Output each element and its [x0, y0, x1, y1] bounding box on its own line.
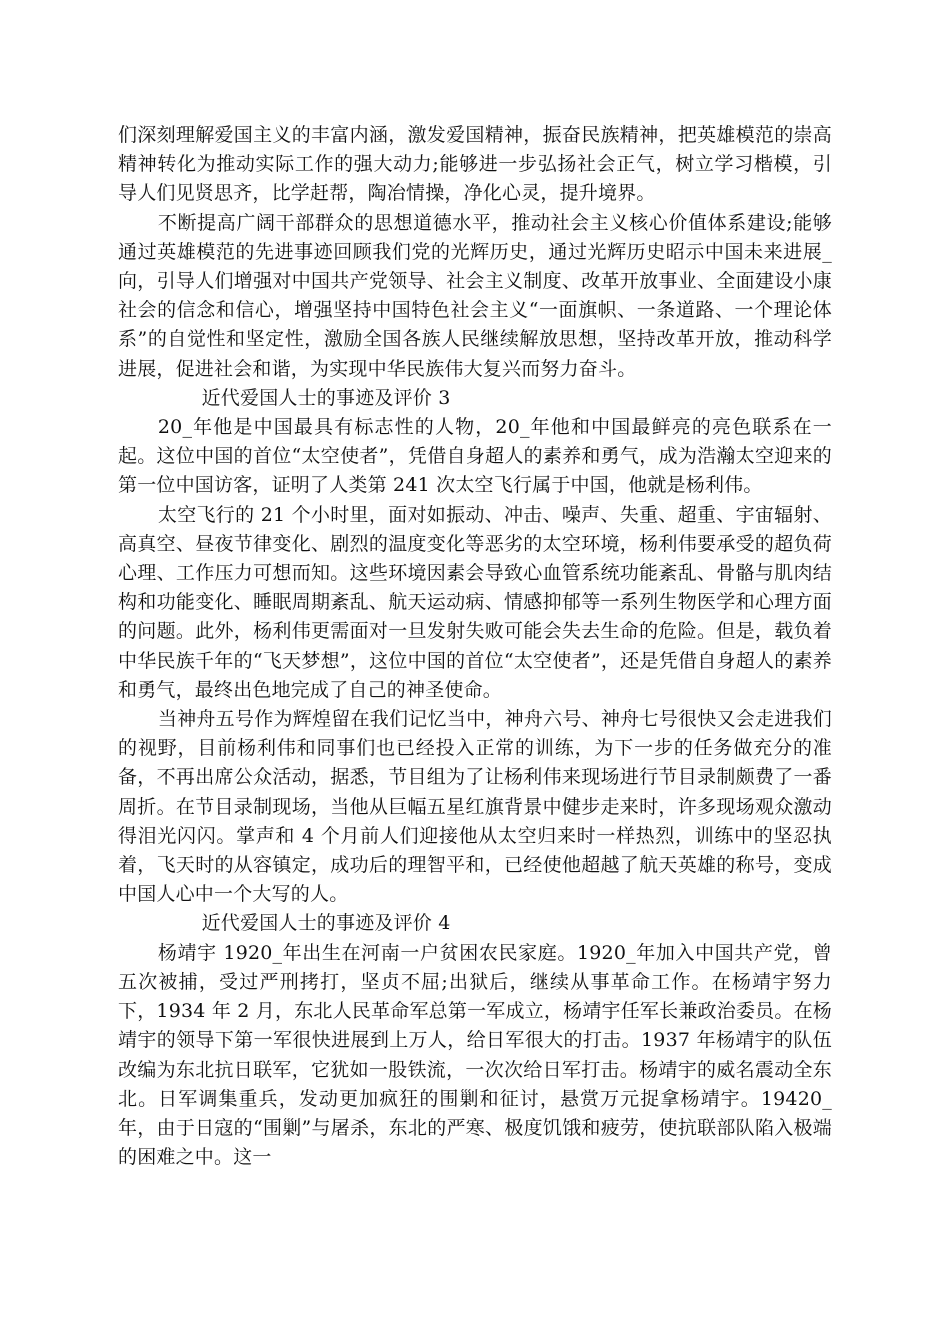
paragraph-ideology: 不断提高广阔干部群众的思想道德水平，推动社会主义核心价值体系建设;能够通过英雄模范的先进事迹回顾我们党的光辉历史，通过光辉历史昭示中国未来进展_向，引导人们增强对中国共产党领导、社会主义制度、改革开放事业、全面建设小康社会的信念和信心，增强坚持中国特色社会主义“一面旗帜、一条道路、一个理论体系”的自觉性和坚定性，激励全国各族人民继续解放思想，坚持改革开放，推动科学进展，促进社会和谐，为实现中华民族伟大复兴而努力奋斗。: [118, 211, 832, 380]
paragraph-continuation: 们深刻理解爱国主义的丰富内涵，激发爱国精神，振奋民族精神，把英雄模范的崇高精神转化为推动实际工作的强大动力;能够进一步弘扬社会正气，树立学习楷模，引导人们见贤思齐，比学赶帮，陶冶情操，净化心灵，提升境界。: [118, 124, 832, 205]
section-heading-4: 近代爱国人士的事迹及评价 4: [201, 912, 451, 935]
section-heading-3: 近代爱国人士的事迹及评价 3: [201, 386, 451, 409]
paragraph-shenzhou: 当神舟五号作为辉煌留在我们记忆当中，神舟六号、神舟七号很快又会走进我们的视野，目前杨利伟和同事们也已经投入正常的训练，为下一步的任务做充分的准备，不再出席公众活动，据悉，节目组为了让杨利伟来现场进行节目录制颇费了一番周折。在节目录制现场，当他从巨幅五星红旗背景中健步走来时，许多现场观众激动得泪光闪闪。掌声和 4 个月前人们迎接他从太空归来时一样热烈，训练中的坚忍执着，飞天时的从容镇定，成功后的理智平和，已经使他超越了航天英雄的称号，变成中国人心中一个大写的人。: [118, 708, 832, 906]
paragraph-space-flight: 太空飞行的 21 个小时里，面对如振动、冲击、噪声、失重、超重、宇宙辐射、高真空、昼夜节律变化、剧烈的温度变化等恶劣的太空环境，杨利伟要承受的超负荷心理、工作压力可想而知。这些环境因素会导致心血管系统功能紊乱、骨骼与肌肉结构和功能变化、睡眠周期紊乱、航天运动病、情感抑郁等一系列生物医学和心理方面的问题。此外，杨利伟更需面对一旦发射失败可能会失去生命的危险。但是，载负着中华民族千年的“飞天梦想”，这位中国的首位“太空使者”，还是凭借自身超人的素养和勇气，最终出色地完成了自己的神圣使命。: [118, 503, 832, 701]
paragraph-yang-liwei-intro: 20_年他是中国最具有标志性的人物，20_年他和中国最鲜亮的亮色联系在一起。这位中国的首位“太空使者”，凭借自身超人的素养和勇气，成为浩瀚太空迎来的第一位中国访客，证明了人类第 241 次太空飞行属于中国，他就是杨利伟。: [118, 416, 832, 497]
document-body: [118, 121, 832, 1172]
paragraph-yang-jingyu: 杨靖宇 1920_年出生在河南一户贫困农民家庭。1920_年加入中国共产党，曾五次被捕，受过严刑拷打，坚贞不屈;出狱后，继续从事革命工作。在杨靖宇努力下，1934 年 2 月，东北人民革命军总第一军成立，杨靖宇任军长兼政治委员。在杨靖宇的领导下第一军很快进展到上万人，给日军很大的打击。1937 年杨靖宇的队伍改编为东北抗日联军，它犹如一股铁流，一次次给日军打击。杨靖宇的威名震动全东北。日军调集重兵，发动更加疯狂的围剿和征讨，悬赏万元捉拿杨靖宇。19420_年，由于日寇的“围剿”与屠杀，东北的严寒、极度饥饿和疲劳，使抗联部队陷入极端的困难之中。这一: [118, 941, 832, 1169]
